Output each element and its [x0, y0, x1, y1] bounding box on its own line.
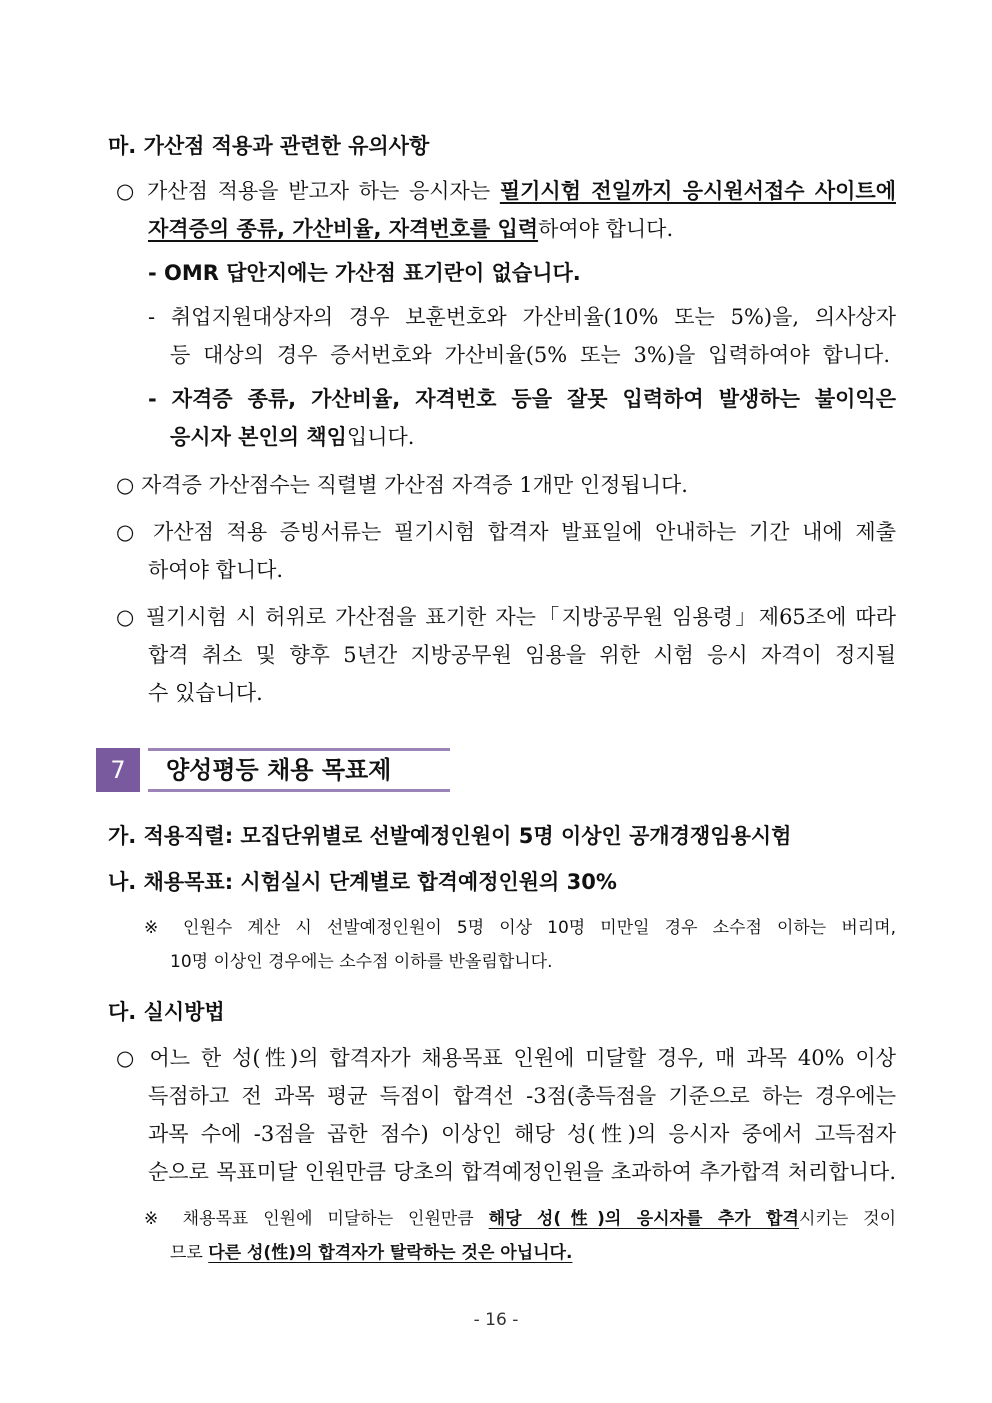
dash-item-2-line-2: 등 대상의 경우 증서번호와 가산비율(5% 또는 3%)을 입력하여야 합니다. [170, 343, 890, 367]
section-title: 양성평등 채용 목표제 [166, 756, 392, 784]
bullet-1-emphasis-2: 자격증의 종류, 가산비율, 자격번호를 입력 [148, 217, 539, 241]
page-number: - 16 - [473, 1310, 519, 1330]
da-bullet-line-1: ○ 어느 한 성(性)의 합격자가 채용목표 인원에 미달할 경우, 매 과목 40% 이상 [116, 1046, 896, 1070]
dash-item-3-emphasis: 응시자 본인의 책임 [170, 425, 347, 449]
section-number-badge: 7 [96, 748, 140, 792]
dash-item-3-line-2 [170, 422, 414, 452]
da-bullet-line-4: 순으로 목표미달 인원만큼 당초의 합격예정인원을 초과하여 추가합격 처리합니다. [148, 1160, 896, 1184]
section-heading-ga: 가. 적용직렬: 모집단위별로 선발예정인원이 5명 이상인 공개경쟁임용시험 [108, 824, 792, 848]
dash-item-2-line-1: - 취업지원대상자의 경우 보훈번호와 가산비율(10% 또는 5%)을, 의사상자 [148, 305, 896, 329]
section-heading-na: 나. 채용목표: 시험실시 단계별로 합격예정인원의 30% [108, 870, 617, 894]
note-da-emphasis-2: 다른 성(性)의 합격자가 탈락하는 것은 아닙니다. [208, 1243, 573, 1263]
bullet-1-text-2: 하여야 합니다. [538, 217, 674, 241]
bullet-3-line-2: 하여야 합니다. [148, 558, 284, 582]
note-da-text-3: 므로 [170, 1243, 209, 1263]
note-da-text: ※ 채용목표 인원에 미달하는 인원만큼 [144, 1209, 489, 1229]
note-da-line-2 [170, 1240, 572, 1266]
section-heading-da: 다. 실시방법 [108, 1000, 225, 1024]
bullet-1-text: ○ 가산점 적용을 받고자 하는 응시자는 [116, 179, 500, 203]
dash-item-3-text: 입니다. [346, 425, 415, 449]
note-na-line-2: 10명 이상인 경우에는 소수점 이하를 반올림합니다. [170, 952, 553, 972]
da-bullet-line-2: 득점하고 전 과목 평균 득점이 합격선 -3점(총득점을 기준으로 하는 경우에는 [148, 1084, 896, 1108]
dash-item-3-line-1: - 자격증 종류, 가산비율, 자격번호 등을 잘못 입력하여 발생하는 불이익은 [148, 387, 896, 411]
note-da-line-1 [144, 1206, 896, 1232]
bullet-4-line-2: 합격 취소 및 향후 5년간 지방공무원 임용을 위한 시험 응시 자격이 정지될 [148, 643, 896, 667]
note-da-emphasis: 해당 성(性)의 응시자를 추가 합격 [488, 1209, 799, 1229]
dash-item-omr: - OMR 답안지에는 가산점 표기란이 없습니다. [148, 261, 581, 285]
bullet-1-line-1 [116, 176, 896, 206]
da-bullet-line-3: 과목 수에 -3점을 곱한 점수) 이상인 해당 성(性)의 응시자 중에서 고득점자 [148, 1122, 896, 1146]
bullet-1-line-2 [148, 214, 673, 244]
bullet-1-emphasis: 필기시험 전일까지 응시원서접수 사이트에 [499, 179, 896, 203]
note-na-line-1: ※ 인원수 계산 시 선발예정인원이 5명 이상 10명 미만일 경우 소수점 이하는 버리며, [144, 918, 896, 938]
section-heading-ma: 마. 가산점 적용과 관련한 유의사항 [108, 134, 430, 158]
note-da-text-2: 시키는 것이 [798, 1209, 897, 1229]
bullet-4-line-3: 수 있습니다. [148, 681, 263, 705]
bullet-2: ○ 자격증 가산점수는 직렬별 가산점 자격증 1개만 인정됩니다. [116, 473, 688, 497]
bullet-4-line-1: ○ 필기시험 시 허위로 가산점을 표기한 자는「지방공무원 임용령」제65조에 따라 [116, 605, 896, 629]
bullet-3-line-1: ○ 가산점 적용 증빙서류는 필기시험 합격자 발표일에 안내하는 기간 내에 제출 [116, 520, 896, 544]
